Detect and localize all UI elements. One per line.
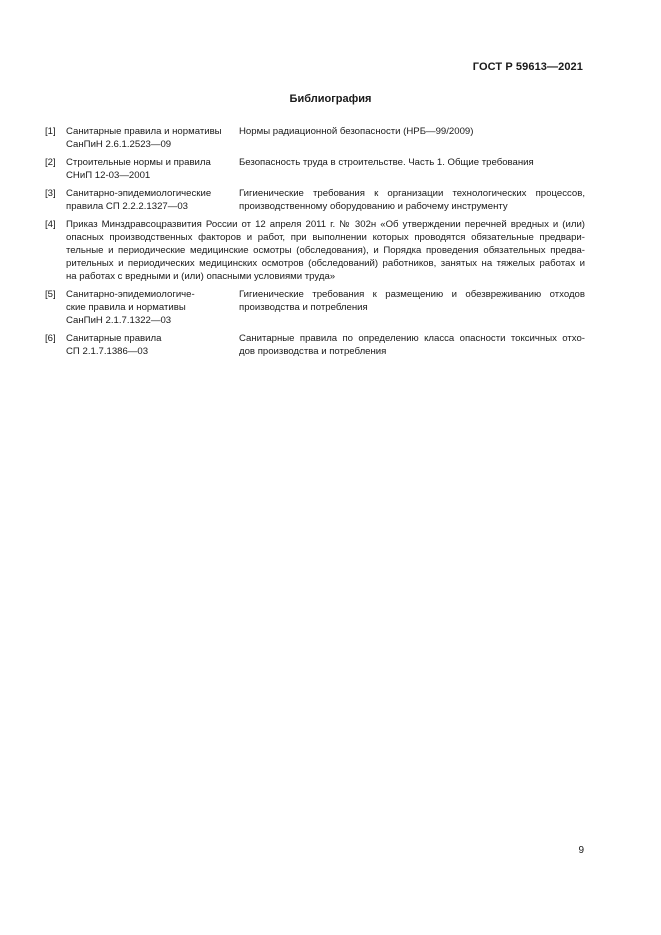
reference-number: [1] [45,126,56,137]
full-text-line: тельные и периодические медицинские осмотры (обследования), и Порядка проведения обязательных предва- [66,245,585,256]
reference-description [239,156,585,182]
full-text-line: на работах с вредными и (или) опасными условиями труда» [66,271,336,282]
reference-item-3 [45,187,585,213]
full-text-line: рительных и периодических медицинских осмотров (обследований) работников, занятых на тяжелых работах и [66,258,585,269]
source-line: правила СП 2.2.2.1327—03 [66,201,189,212]
document-code: ГОСТ Р 59613—2021 [472,61,583,73]
reference-full-text [66,218,585,283]
reference-number: [4] [45,219,56,230]
source-line: СанПиН 2.1.7.1322—03 [66,315,172,326]
reference-number: [6] [45,333,56,344]
source-line: Санитарно-эпидемиологические [66,188,212,199]
reference-source [66,332,239,358]
bibliography-list [45,125,585,363]
bibliography-title-text: Библиография [289,93,372,105]
reference-source [66,187,239,213]
source-line: Санитарные правила и нормативы [66,126,222,137]
source-line: Санитарные правила [66,333,162,344]
reference-source [66,288,239,327]
description-line: Нормы радиационной безопасности (НРБ—99/2009) [239,126,474,137]
reference-item-2 [45,156,585,182]
full-text-line: Приказ Минздравсоцразвития России от 12 апреля 2011 г. № 302н «Об утверждении перечней вредных и (или) [66,219,585,230]
source-line: ские правила и нормативы [66,302,186,313]
reference-description [239,187,585,213]
source-line: СанПиН 2.6.1.2523—09 [66,139,172,150]
reference-number: [3] [45,188,56,199]
reference-item-6 [45,332,585,358]
reference-number: [2] [45,157,56,168]
description-line: производственному оборудованию и рабочему инструменту [239,201,508,212]
description-line: производства и потребления [239,302,368,313]
description-line: Гигиенические требования к организации технологических процессов, [239,188,585,199]
reference-item-4 [45,218,585,283]
reference-source [66,156,239,182]
reference-description [239,125,585,151]
description-line: дов производства и потребления [239,346,387,357]
source-line: Санитарно-эпидемиологиче- [66,289,195,300]
reference-description [239,288,585,327]
source-line: СП 2.1.7.1386—03 [66,346,149,357]
description-line: Гигиенические требования к размещению и обезвреживанию отходов [239,289,585,300]
full-text-line: опасных производственных факторов и работ, при выполнении которых проводятся обязательные предвари- [66,232,585,243]
description-line: Санитарные правила по определению класса опасности токсичных отхо- [239,333,585,344]
source-line: Строительные нормы и правила [66,157,211,168]
bibliography-title [0,93,661,105]
reference-item-1 [45,125,585,151]
reference-number: [5] [45,289,56,300]
reference-item-5 [45,288,585,327]
reference-source [66,125,239,151]
source-line: СНиП 12-03—2001 [66,170,151,181]
description-line: Безопасность труда в строительстве. Часть 1. Общие требования [239,157,534,168]
page-number: 9 [578,845,584,856]
reference-description [239,332,585,358]
